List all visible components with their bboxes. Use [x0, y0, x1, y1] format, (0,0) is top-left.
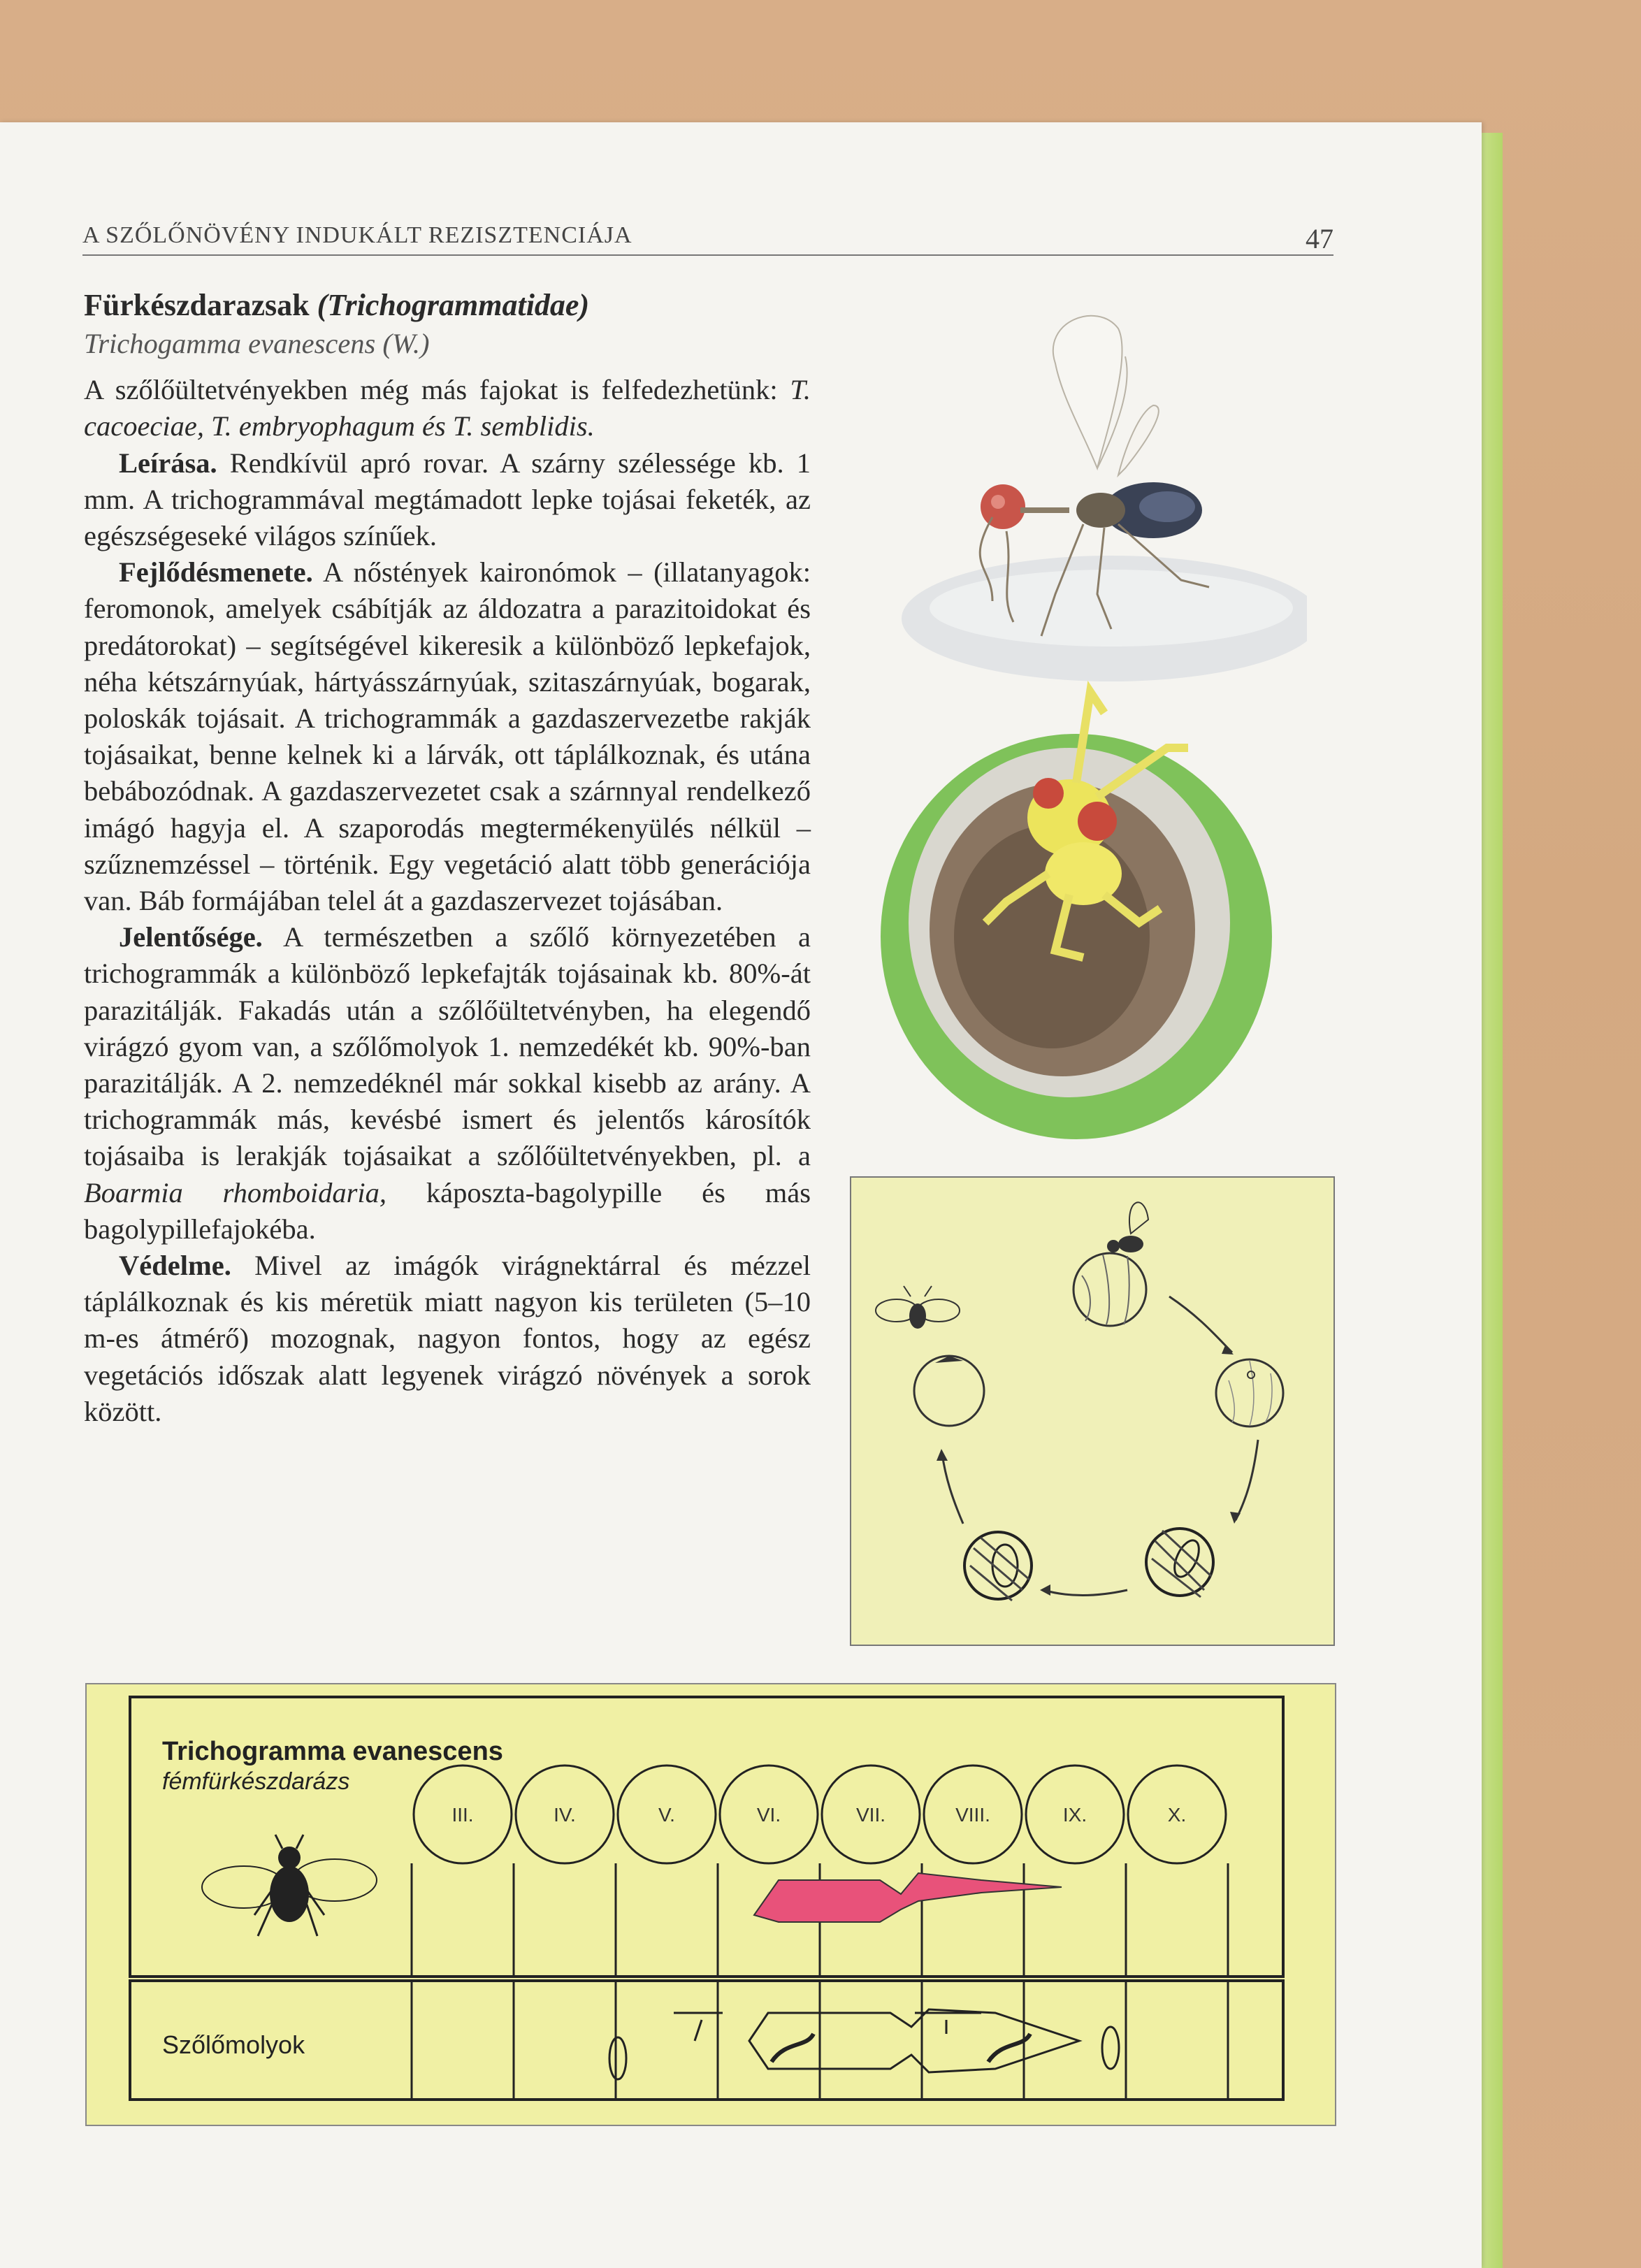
body-text — [84, 285, 811, 1430]
arrow-2-icon — [1236, 1440, 1258, 1520]
pupa-icon — [609, 2037, 626, 2079]
chapter-title: A SZŐLŐNÖVÉNY INDUKÁLT REZISZTENCIÁJA — [82, 222, 632, 248]
arrow-1-icon — [1169, 1296, 1232, 1352]
emerged-egg-icon — [914, 1356, 984, 1426]
jelentoseg-text-a: A természetben a szőlő környezetében a trichogrammák a különböző lepkefajták tojásainak kb. 80%-át parazitálják. Fakadás után a szőlőültetvényben, ha elegendő virágzó gyom van, a szőlőmolyok 1. nemzedékét kb. 90%-ban parazitálják. A 2. nemzedéknél már sokkal kisebb az arány. A trichogrammák más, kevésbé ismert és jelentős károsítók tojásaiba is lerakják tojásaikat a szőlőültetvényekben, pl. a — [84, 921, 811, 1172]
month-label: VIII. — [955, 1804, 990, 1826]
species-name: Trichogamma evanescens (W.) — [84, 328, 430, 359]
calendar-drawing — [87, 1684, 1335, 2125]
intro-text: A szőlőültetvényekben még más fajokat is felfedezhetünk: — [84, 374, 790, 406]
month-label: III. — [451, 1804, 474, 1826]
page-number: 47 — [1306, 223, 1333, 254]
jelentoseg-text-b: káposzta-bagolypille és más bagolypillefajokéba. — [84, 1176, 811, 1245]
leirasa-text: Rendkívül apró rovar. A szárny szélessége kb. 1 mm. A trichogrammával megtámadott lepke tojásai feketék, az egészségeseké világos színűek. — [84, 447, 811, 552]
parasitized-egg-icon — [1216, 1359, 1283, 1426]
leirasa-label: Leírása. — [119, 447, 217, 479]
running-header — [82, 218, 1333, 256]
egg-larva-icon — [1146, 1529, 1213, 1597]
month-columns — [412, 1765, 1228, 2100]
month-label: IX. — [1062, 1804, 1087, 1826]
jelentoseg-label: Jelentősége. — [119, 921, 263, 953]
larva-icon — [772, 2034, 814, 2062]
vedelme-paragraph — [84, 1248, 811, 1430]
heading-main: Fürkészdarazsak — [84, 288, 310, 322]
jelentoseg-paragraph — [84, 919, 811, 1248]
intro-species: T. cacoeciae, T. embryophagum és T. semblidis. — [84, 374, 811, 442]
fejlodes-label: Fejlődésmenete. — [119, 556, 313, 588]
arrow-3-icon — [1043, 1590, 1127, 1596]
arrow-4-icon — [942, 1454, 963, 1524]
moth-icon-2 — [915, 2013, 981, 2034]
life-cycle-drawing — [851, 1178, 1333, 1645]
wasp-activity-bar — [754, 1873, 1062, 1922]
wasp-on-egg-illustration — [888, 301, 1307, 692]
moth-icon — [674, 2013, 723, 2041]
life-cycle-diagram — [850, 1176, 1335, 1646]
egg-with-wasp-icon — [1073, 1202, 1148, 1326]
wasp-adult-icon — [202, 1835, 377, 1936]
fejlodes-text: A nőstények kaironómok – (illatanyagok: feromonok, amelyek csábítják az áldozatra a parazitoidokat és predátorokat) – segítségével kikeresik a különböző lepkefajok, néha kétszárnyúak, hártyásszárnyúak, szitaszárnyúak, bogarak, poloskák tojásait. A trichogrammák a gazdaszervezetbe rakják tojásaikat, benne kelnek ki a lárvák, ott táplálkoznak, és utána bebábozódnak. A gazdaszervezetet csak a szárnnyal rendelkező imágó hagyja el. A szaporodás megtermékenyülés nélkül – szűznemzéssel – történik. Egy vegetáció alatt több generációja van. Báb formájában telel át a gazdaszervezet tojásában. — [84, 556, 811, 917]
section-heading — [84, 285, 811, 326]
phenology-calendar — [85, 1683, 1336, 2126]
pupa-icon-2 — [1102, 2027, 1119, 2069]
host-moth-phenology — [609, 2009, 1119, 2079]
month-label: X. — [1167, 1804, 1187, 1826]
vedelme-text: Mivel az imágók virágnektárral és mézzel táplálkoznak és kis méretük miatt nagyon kis területen (5–10 m-es átmérő) mozognak, nagyon fontos, hogy az egész vegetációs időszak alatt legyenek virágzó növények a sorok között. — [84, 1250, 811, 1427]
egg-pupa-icon — [964, 1532, 1032, 1601]
host-label: Szőlőmolyok — [162, 2030, 305, 2059]
intro-paragraph — [84, 372, 811, 445]
month-label: VII. — [855, 1804, 886, 1826]
jelentoseg-species: Boarmia rhomboidaria, — [84, 1176, 387, 1208]
emerging-wasp-illustration — [874, 671, 1272, 1153]
adult-wasp-icon — [876, 1286, 960, 1329]
book-cover-edge — [1480, 133, 1503, 2268]
fejlodes-paragraph — [84, 554, 811, 919]
month-label: IV. — [554, 1804, 576, 1826]
month-label: V. — [658, 1804, 675, 1826]
calendar-title: Trichogramma evanescens — [162, 1737, 503, 1766]
vedelme-label: Védelme. — [119, 1250, 231, 1282]
month-label: VI. — [756, 1804, 781, 1826]
calendar-subtitle: fémfürkészdarázs — [162, 1768, 350, 1795]
heading-family: (Trichogrammatidae) — [317, 288, 590, 322]
leirasa-paragraph — [84, 445, 811, 555]
